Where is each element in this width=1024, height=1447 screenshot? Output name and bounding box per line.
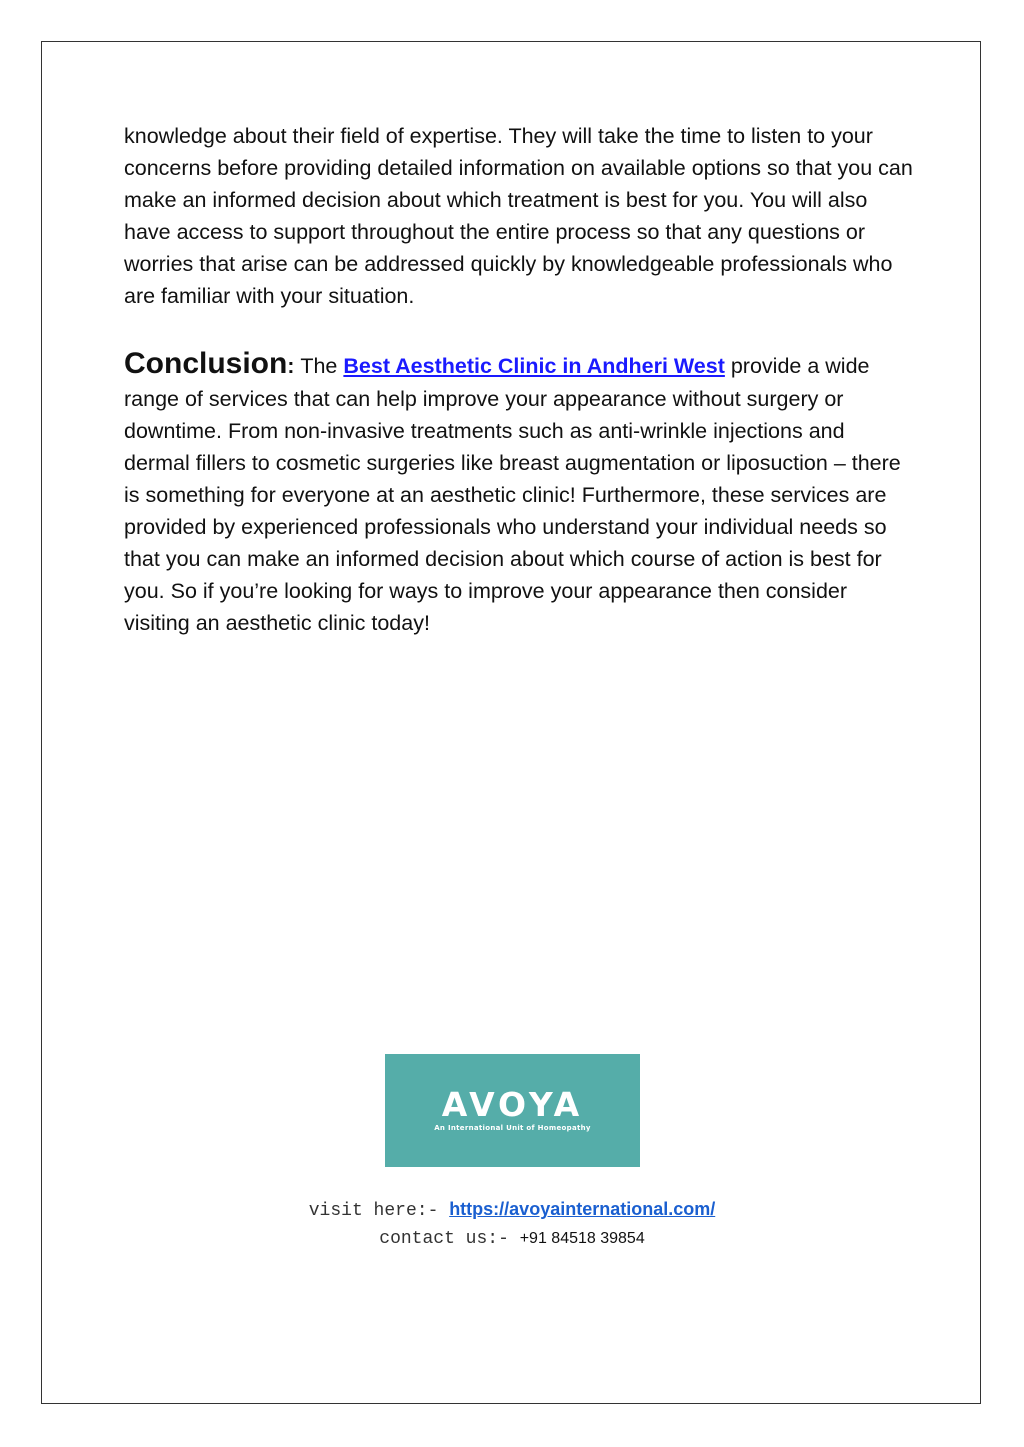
logo-tagline: An International Unit of Homeopathy (434, 1124, 591, 1132)
website-link[interactable]: https://avoyainternational.com/ (449, 1199, 716, 1219)
conclusion-lead: The (300, 354, 344, 378)
conclusion-paragraph (124, 348, 914, 639)
intro-paragraph: knowledge about their field of expertise. They will take the time to listen to your concerns before providing detailed information on available options so that you can make an informed decision about which treatment is best for you. You will also have access to support throughout the entire process so that any questions or worries that arise can be addressed quickly by knowledgeable professionals who are familiar with your situation. (124, 124, 913, 308)
logo-wordmark: AVOYA (441, 1085, 584, 1124)
footer-visit-line (0, 1199, 1024, 1221)
conclusion-colon: : (287, 355, 295, 378)
conclusion-body: provide a wide range of services that can help improve your appearance without surgery or downtime. From non-invasive treatments such as anti-wrinkle injections and dermal fillers to cosmetic surgeries like breast augmentation or liposuction – there is something for everyone at an aesthetic clinic! Furthermore, these services are provided by experienced professionals who understand your individual needs so that you can make an informed decision about which course of action is best for you. So if you’re looking for ways to improve your appearance then consider visiting an aesthetic clinic today! (124, 354, 901, 635)
footer-contact-line (0, 1229, 1024, 1249)
conclusion-heading: Conclusion (124, 347, 288, 380)
contact-phone: +91 84518 39854 (519, 1230, 645, 1247)
clinic-link[interactable]: Best Aesthetic Clinic in Andheri West (343, 354, 725, 378)
avoya-logo (385, 1054, 640, 1167)
visit-label: visit here:- (308, 1201, 450, 1221)
contact-label: contact us:- (379, 1229, 520, 1249)
document-body (124, 120, 914, 639)
